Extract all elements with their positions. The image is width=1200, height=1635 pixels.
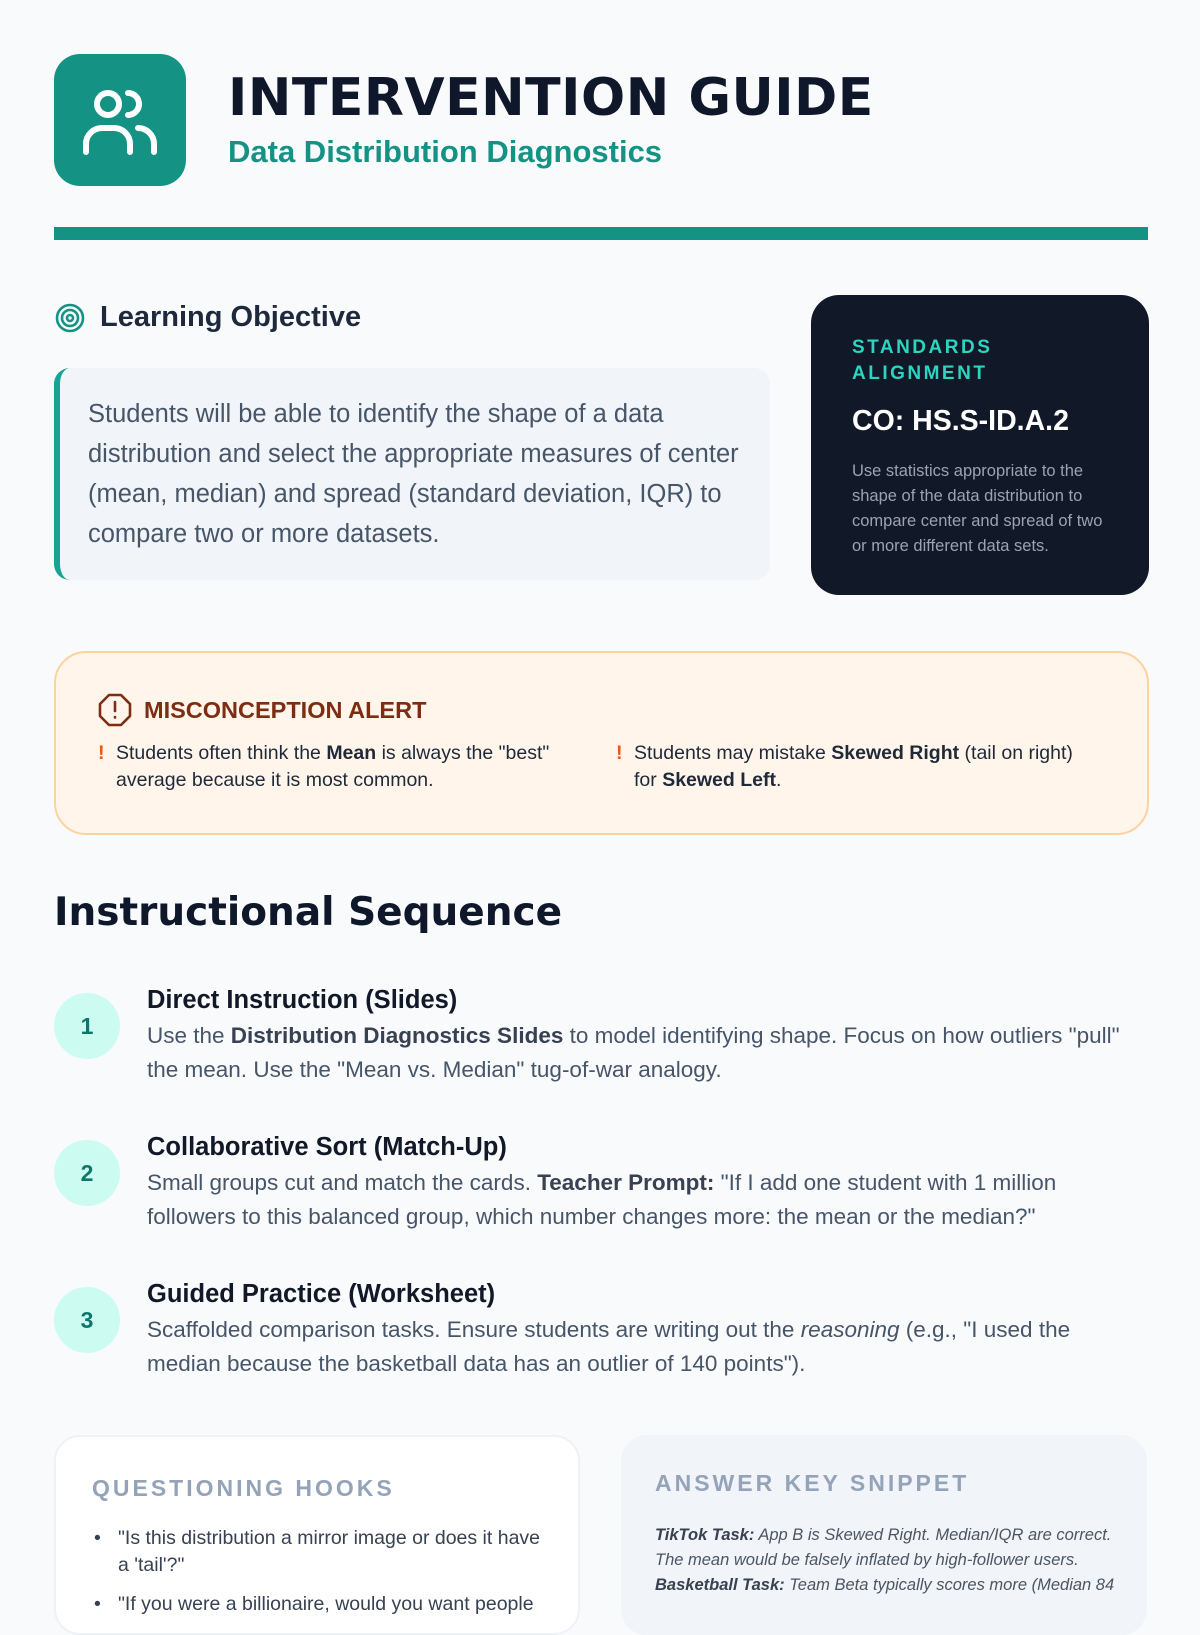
step-title: Direct Instruction (Slides) (147, 986, 458, 1014)
users-icon (54, 54, 186, 186)
answer-key-heading: ANSWER KEY SNIPPET (655, 1470, 970, 1496)
sequence-step (54, 1130, 1149, 1240)
step-description: Use the Distribution Diagnostics Slides to model identifying shape. Focus on how outliers "pull" the mean. Use the "Mean vs. Median" tug-of-war analogy. (147, 1023, 1120, 1082)
exclamation-icon: ! (616, 742, 623, 764)
step-number-badge: 2 (54, 1140, 120, 1206)
standards-description: Use statistics appropriate to the shape of the data distribution to compare center and spread of two or more different data sets. (852, 462, 1103, 555)
step-title: Collaborative Sort (Match-Up) (147, 1133, 507, 1161)
misconception-alert: MISCONCEPTION ALERT ! Students often think the Mean is always the "best" average because it is most common. ! Students may mistake Skewed Right (tail on right) for Skewed Left. (54, 651, 1149, 835)
header (54, 54, 1148, 184)
alert-octagon-icon (98, 693, 132, 732)
answer-key-text: TikTok Task: App B is Skewed Right. Median/IQR are correct. The mean would be falsely inflated by high-follower users. Basketball Task: Team Beta typically scores more (Median 84 (655, 1526, 1115, 1594)
page-title: INTERVENTION GUIDE (228, 68, 874, 128)
standards-card (811, 295, 1149, 595)
sequence-step (54, 983, 1149, 1093)
objective-heading-label: Learning Objective (100, 301, 362, 333)
step-number-badge: 3 (54, 1287, 120, 1353)
standards-kicker: STANDARDS ALIGNMENT (852, 337, 993, 384)
questioning-hooks-card (54, 1435, 580, 1635)
standards-code: CO: HS.S-ID.A.2 (852, 405, 1069, 437)
header-divider (54, 227, 1148, 240)
answer-key-card (621, 1435, 1147, 1635)
list-item: • "Is this distribution a mirror image or does it have a 'tail'?" (94, 1525, 544, 1579)
questioning-hooks-heading: QUESTIONING HOOKS (92, 1475, 395, 1501)
step-number-badge: 1 (54, 993, 120, 1059)
objective-text: Students will be able to identify the shape of a data distribution and select the appropriate measures of center (mean, median) and spread (standard deviation, IQR) to compare two or more datasets. (54, 368, 770, 580)
exclamation-icon: ! (98, 742, 105, 764)
sequence-heading: Instructional Sequence (54, 890, 563, 935)
step-description: Small groups cut and match the cards. Teacher Prompt: "If I add one student with 1 million followers to this balanced group, which number changes more: the mean or the median?" (147, 1170, 1057, 1229)
page-subtitle: Data Distribution Diagnostics (228, 134, 663, 169)
hooks-list (94, 1525, 544, 1630)
sequence-step (54, 1277, 1149, 1387)
misconception-heading-label: MISCONCEPTION ALERT (144, 697, 427, 723)
step-title: Guided Practice (Worksheet) (147, 1280, 496, 1308)
target-icon (54, 302, 86, 339)
step-description: Scaffolded comparison tasks. Ensure students are writing out the reasoning (e.g., "I used the median because the basketball data has an outlier of 140 points"). (147, 1317, 1071, 1376)
list-item: • "If you were a billionaire, would you want people (94, 1591, 544, 1618)
